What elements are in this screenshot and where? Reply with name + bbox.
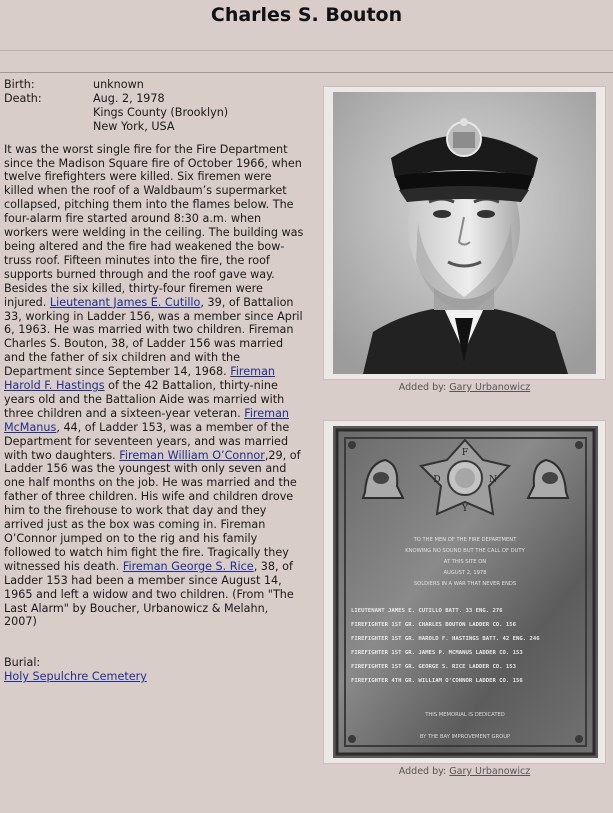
- badge-letter-d: D: [433, 475, 441, 485]
- added-by-link[interactable]: Gary Urbanowicz: [449, 766, 531, 777]
- burial-label: Burial:: [4, 656, 41, 670]
- plaque-line-1: TO THE MEN OF THE FIRE DEPARTMENT: [413, 537, 517, 543]
- added-by-link[interactable]: Gary Urbanowicz: [449, 382, 531, 393]
- death-row: [4, 92, 304, 134]
- bio-text-6: , 38, of Ladder 153 had been a member since August 14, 1965 and left a widow and two children. (From "The Last Alarm" by Boucher, Urbanowicz & Melahn, 2007): [4, 559, 294, 629]
- link-james-cutillo[interactable]: Lieutenant James E. Cutillo: [49, 295, 201, 309]
- plaque-name-1: LIEUTENANT JAMES E. CUTILLO BATT. 33 ENG. 276: [351, 608, 503, 614]
- memorial-details: [4, 78, 304, 684]
- portrait-photo[interactable]: [333, 92, 596, 374]
- death-label: Death:: [4, 91, 42, 105]
- death-date: Aug. 2, 1978: [93, 91, 165, 105]
- death-place-state: New York, USA: [93, 119, 175, 133]
- badge-letter-n: N: [489, 475, 497, 485]
- link-william-oconnor[interactable]: Fireman William O’Connor: [119, 448, 265, 462]
- plaque-name-5: FIREFIGHTER 1ST GR. GEORGE S. RICE LADDER CO. 153: [351, 664, 517, 670]
- plaque-name-2: FIREFIGHTER 1ST GR. CHARLES BOUTON LADDER CO. 156: [351, 622, 517, 628]
- portrait-photo-frame: [323, 86, 606, 380]
- badge-letter-y: Y: [462, 504, 468, 514]
- death-place-county: Kings County (Brooklyn): [93, 105, 229, 119]
- bio-text-4: , 44, of Ladder 153, was a member of the Department for seventeen years, and was married with two daughters.: [4, 420, 290, 462]
- plaque-line-5: SOLDIERS IN A WAR THAT NEVER ENDS: [413, 581, 517, 587]
- link-george-rice[interactable]: Fireman George S. Rice: [122, 559, 254, 573]
- plaque-name-6: FIREFIGHTER 4TH GR. WILLIAM O'CONNOR LADDER CO. 156: [351, 678, 523, 684]
- plaque-name-3: FIREFIGHTER 1ST GR. HAROLD F. HASTINGS BATT. 42 ENG. 246: [351, 636, 540, 642]
- badge-letter-f: F: [461, 448, 469, 458]
- plaque-caption: [323, 766, 606, 780]
- plaque-line-4: AUGUST 2, 1978: [443, 570, 487, 576]
- bio-text-5: ,29, of Ladder 156 was the youngest with only seven and one half months on the job. He was married and the father of three children. His wife and children drove him to the firehouse to work that day and they arrived just as the box was coming in. Fireman O’Connor jumped on to the rig and his family followed to watch him fight the fire. Tragically they witnessed his death.: [4, 448, 301, 573]
- bio-text-1: It was the worst single fire for the Fire Department since the Madison Square fire of October 1966, when twelve firefighters were killed. Six firemen were killed when the roof of a Waldbaum’s supermarket collapsed, pitching them into the flames below. The four-alarm fire started around 8:30 a.m. when workers were welding in the ceiling. The building was being altered and the fire had weakened the bow-truss roof. Fifteen minutes into the fire, the roof supports burned through and the roof gave way. Besides the six killed, thirty-four firemen were injured.: [4, 142, 304, 309]
- photo-column: [323, 86, 606, 780]
- page-title: Charles S. Bouton: [210, 4, 403, 26]
- cemetery-link[interactable]: Holy Sepulchre Cemetery: [4, 670, 147, 684]
- plaque-group: BY THE BAY IMPROVEMENT GROUP: [419, 734, 511, 740]
- bio-text-3: of the 42 Battalion, thirty-nine years old and the Battalion Aide was married with three children and a sixteen-year veteran.: [4, 379, 285, 420]
- plaque-line-3: AT THIS SITE ON: [443, 559, 487, 565]
- plaque-dedication: THIS MEMORIAL IS DEDICATED: [425, 712, 505, 718]
- plaque-line-2: KNOWING NO SOUND BUT THE CALL OF DUTY: [405, 548, 525, 554]
- birth-row: [4, 78, 304, 92]
- birth-label: Birth:: [4, 78, 35, 91]
- death-value: [93, 92, 304, 134]
- plaque-name-4: FIREFIGHTER 1ST GR. JAMES P. MCMANUS LADDER CO. 153: [351, 650, 523, 656]
- added-by-label: Added by:: [398, 382, 447, 393]
- memorial-plaque-photo[interactable]: [333, 426, 598, 758]
- portrait-caption: [323, 382, 606, 396]
- added-by-label: Added by:: [398, 766, 447, 777]
- burial-section: [4, 656, 304, 684]
- page-header: [0, 0, 613, 51]
- bio-text-2: , 39, of Battalion 33, working in Ladder 156, was a member since April 6, 1963. He was married with two children. Fireman Charles S. Bouton, 38, of Ladder 156 was married and the father of six children and with the Department since September 14, 1968.: [4, 295, 303, 379]
- link-harold-hastings[interactable]: Fireman Harold F. Hastings: [4, 365, 276, 393]
- biography-text: [4, 143, 304, 630]
- birth-value: unknown: [93, 78, 144, 91]
- link-mcmanus[interactable]: Fireman McManus: [4, 406, 290, 434]
- plaque-photo-frame: [323, 420, 606, 764]
